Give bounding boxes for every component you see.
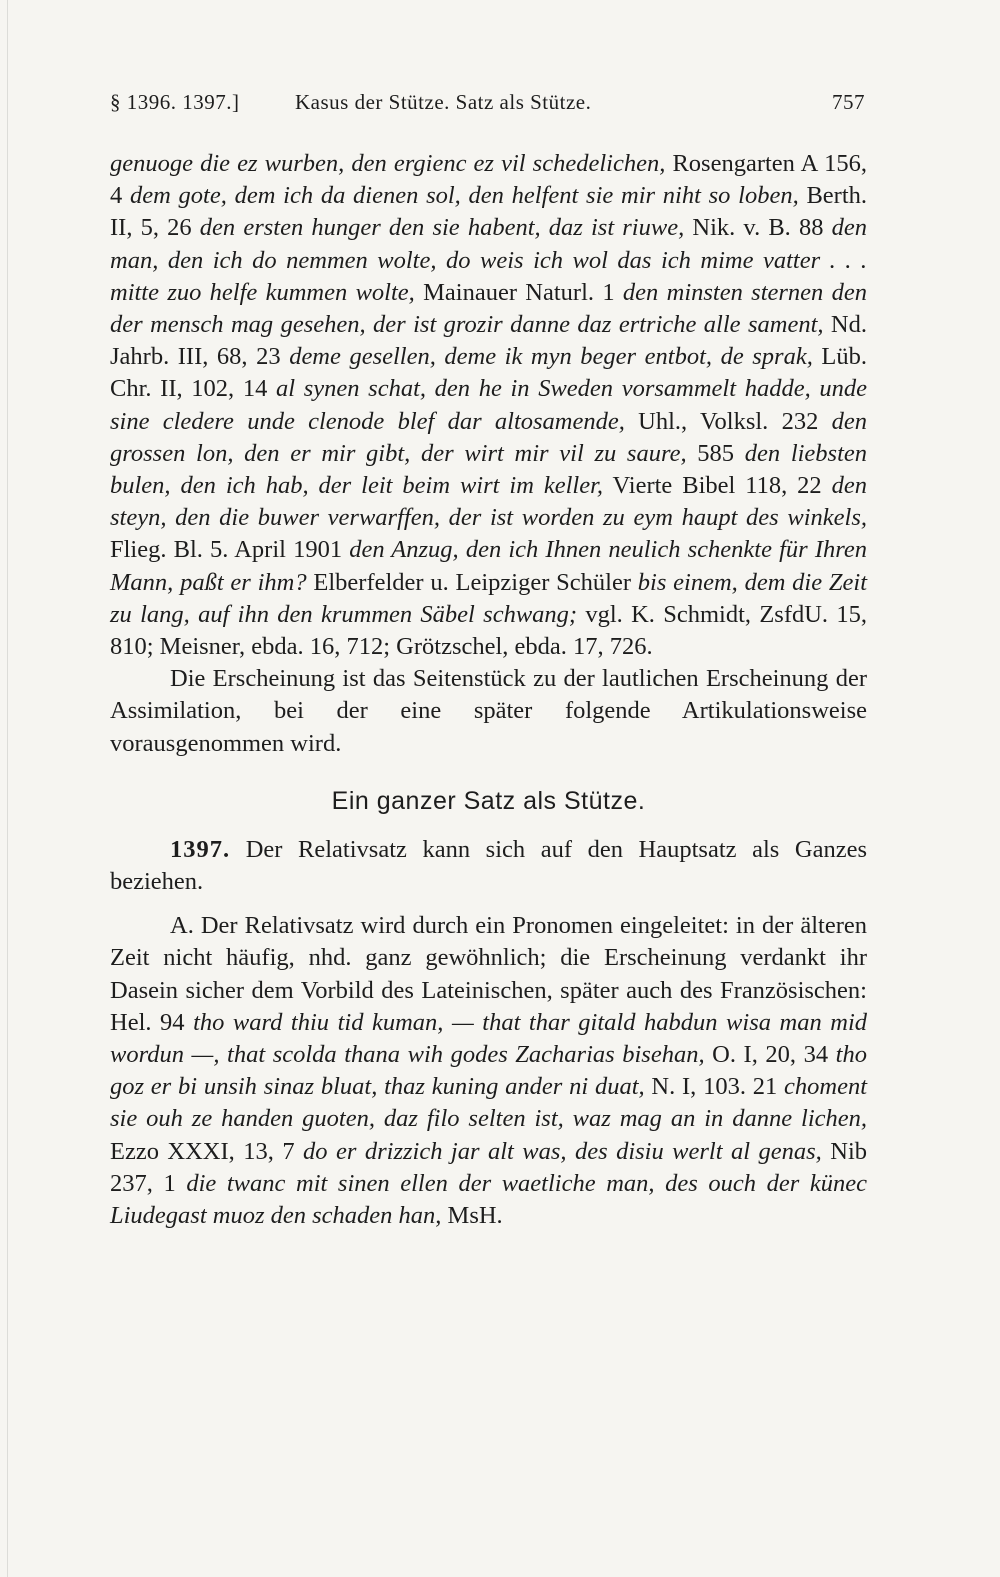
citation: Elberfelder u. Leipziger Schüler: [306, 568, 638, 596]
example-quote: den ersten hunger den sie habent, daz ist riuwe,: [199, 214, 685, 242]
example-quote: den grossen lon, den er mir gibt, der wirt mir vil zu saure,: [110, 407, 867, 467]
example-quote: die twanc mit sinen ellen der waetliche man, des ouch der künec Liudegast muoz den schaden han,: [110, 1169, 868, 1230]
citation: Vierte Bibel 118, 22: [603, 472, 832, 500]
example-quote: den man, den ich do nemmen wolte, do weis ich wol das ich mime vatter . . . mitte zuo helfe kummen wolte,: [110, 214, 867, 306]
citation: vgl. K. Schmidt, ZsfdU. 15, 810; Meisner, ebda. 16, 712; Grötzschel, ebda. 17, 726.: [110, 600, 867, 661]
paragraph-examples: [110, 148, 867, 663]
section-heading: Ein ganzer Satz als Stütze.: [331, 786, 646, 815]
section-reference: § 1396. 1397.]: [110, 90, 240, 114]
example-quote: dem gote, dem ich da dienen sol, den helfent sie mir niht so loben,: [130, 182, 799, 210]
paragraph-text: A. Der Relativsatz wird durch ein Pronomen eingeleitet: in der älteren Zeit nicht häufig, nhd. ganz gewöhnlich; die Erscheinung verdankt ihr Dasein sicher dem Vorbild des Lateinischen, später auch des Französischen: Hel. 94: [110, 912, 867, 1036]
citation: Ezzo XXXI, 13, 7: [110, 1137, 304, 1165]
page-body: [110, 148, 867, 1232]
citation: O. I, 20, 34: [704, 1041, 836, 1069]
paragraph-a: [110, 910, 867, 1232]
paragraph-text: Der Relativsatz kann sich auf den Hauptsatz als Ganzes beziehen.: [110, 835, 867, 896]
example-quote: do er drizzich jar alt was, des disiu werlt al genas,: [303, 1137, 822, 1165]
citation: MsH.: [441, 1202, 503, 1230]
citation: Berth. II, 5, 26: [110, 182, 867, 242]
example-quote: den steyn, den die buwer verwarffen, der ist worden zu eym haupt des winkels,: [110, 472, 867, 532]
paragraph-1397: [110, 834, 867, 898]
citation: Rosengarten A 156, 4: [110, 150, 867, 210]
paragraph-number: 1397.: [170, 835, 231, 863]
example-quote: deme gesellen, deme ik myn beger entbot, de sprak,: [289, 343, 813, 371]
example-quote: genuoge die ez wurben, den ergienc ez vil schedelichen,: [110, 150, 666, 177]
citation: N. I, 103. 21: [644, 1073, 784, 1101]
citation: 585: [686, 439, 745, 467]
paragraph-explanation: Die Erscheinung ist das Seitenstück zu der lautlichen Erscheinung der Assimilation, bei der eine später folgende Artikulationsweise vorausgenommen wird.: [110, 665, 867, 757]
example-quote: al synen schat, den he in Sweden vorsammelt hadde, unde sine cledere unde clenode blef dar altosamende,: [110, 375, 867, 435]
citation: Nd. Jahrb. III, 68, 23: [110, 311, 868, 371]
example-quote: den minsten sternen den der mensch mag gesehen, der ist grozir danne daz ertriche alle sament,: [110, 278, 867, 339]
page-edge-line: [7, 0, 8, 1577]
running-header: [110, 90, 865, 120]
citation: Nik. v. B. 88: [684, 214, 832, 242]
citation: Nib 237, 1: [110, 1137, 868, 1197]
running-title: Kasus der Stütze. Satz als Stütze.: [295, 90, 592, 114]
example-quote: den liebsten bulen, den ich hab, der leit beim wirt im keller,: [110, 439, 868, 500]
example-quote: tho ward thiu tid kuman, — that thar gitald habdun wisa man mid wordun —, that scolda thana wih godes Zacharias bisehan,: [110, 1008, 867, 1069]
citation: Uhl., Volksl. 232: [624, 407, 832, 435]
citation: Flieg. Bl. 5. April 1901: [110, 536, 350, 564]
example-quote: choment sie ouh ze handen guoten, daz filo selten ist, waz mag an in danne lichen,: [110, 1073, 867, 1133]
page-number: 757: [832, 90, 865, 114]
spacer: [110, 898, 867, 910]
citation: Lüb. Chr. II, 102, 14: [110, 343, 868, 403]
example-quote: bis einem, dem die Zeit zu lang, auf ihn den krummen Säbel schwang;: [110, 568, 868, 628]
example-quote: tho goz er bi unsih sinaz bluat, thaz kuning ander ni duat,: [110, 1041, 867, 1101]
example-quote: den Anzug, den ich Ihnen neulich schenkte für Ihren Mann, paßt er ihm?: [110, 536, 867, 596]
citation: Mainauer Naturl. 1: [414, 278, 623, 306]
